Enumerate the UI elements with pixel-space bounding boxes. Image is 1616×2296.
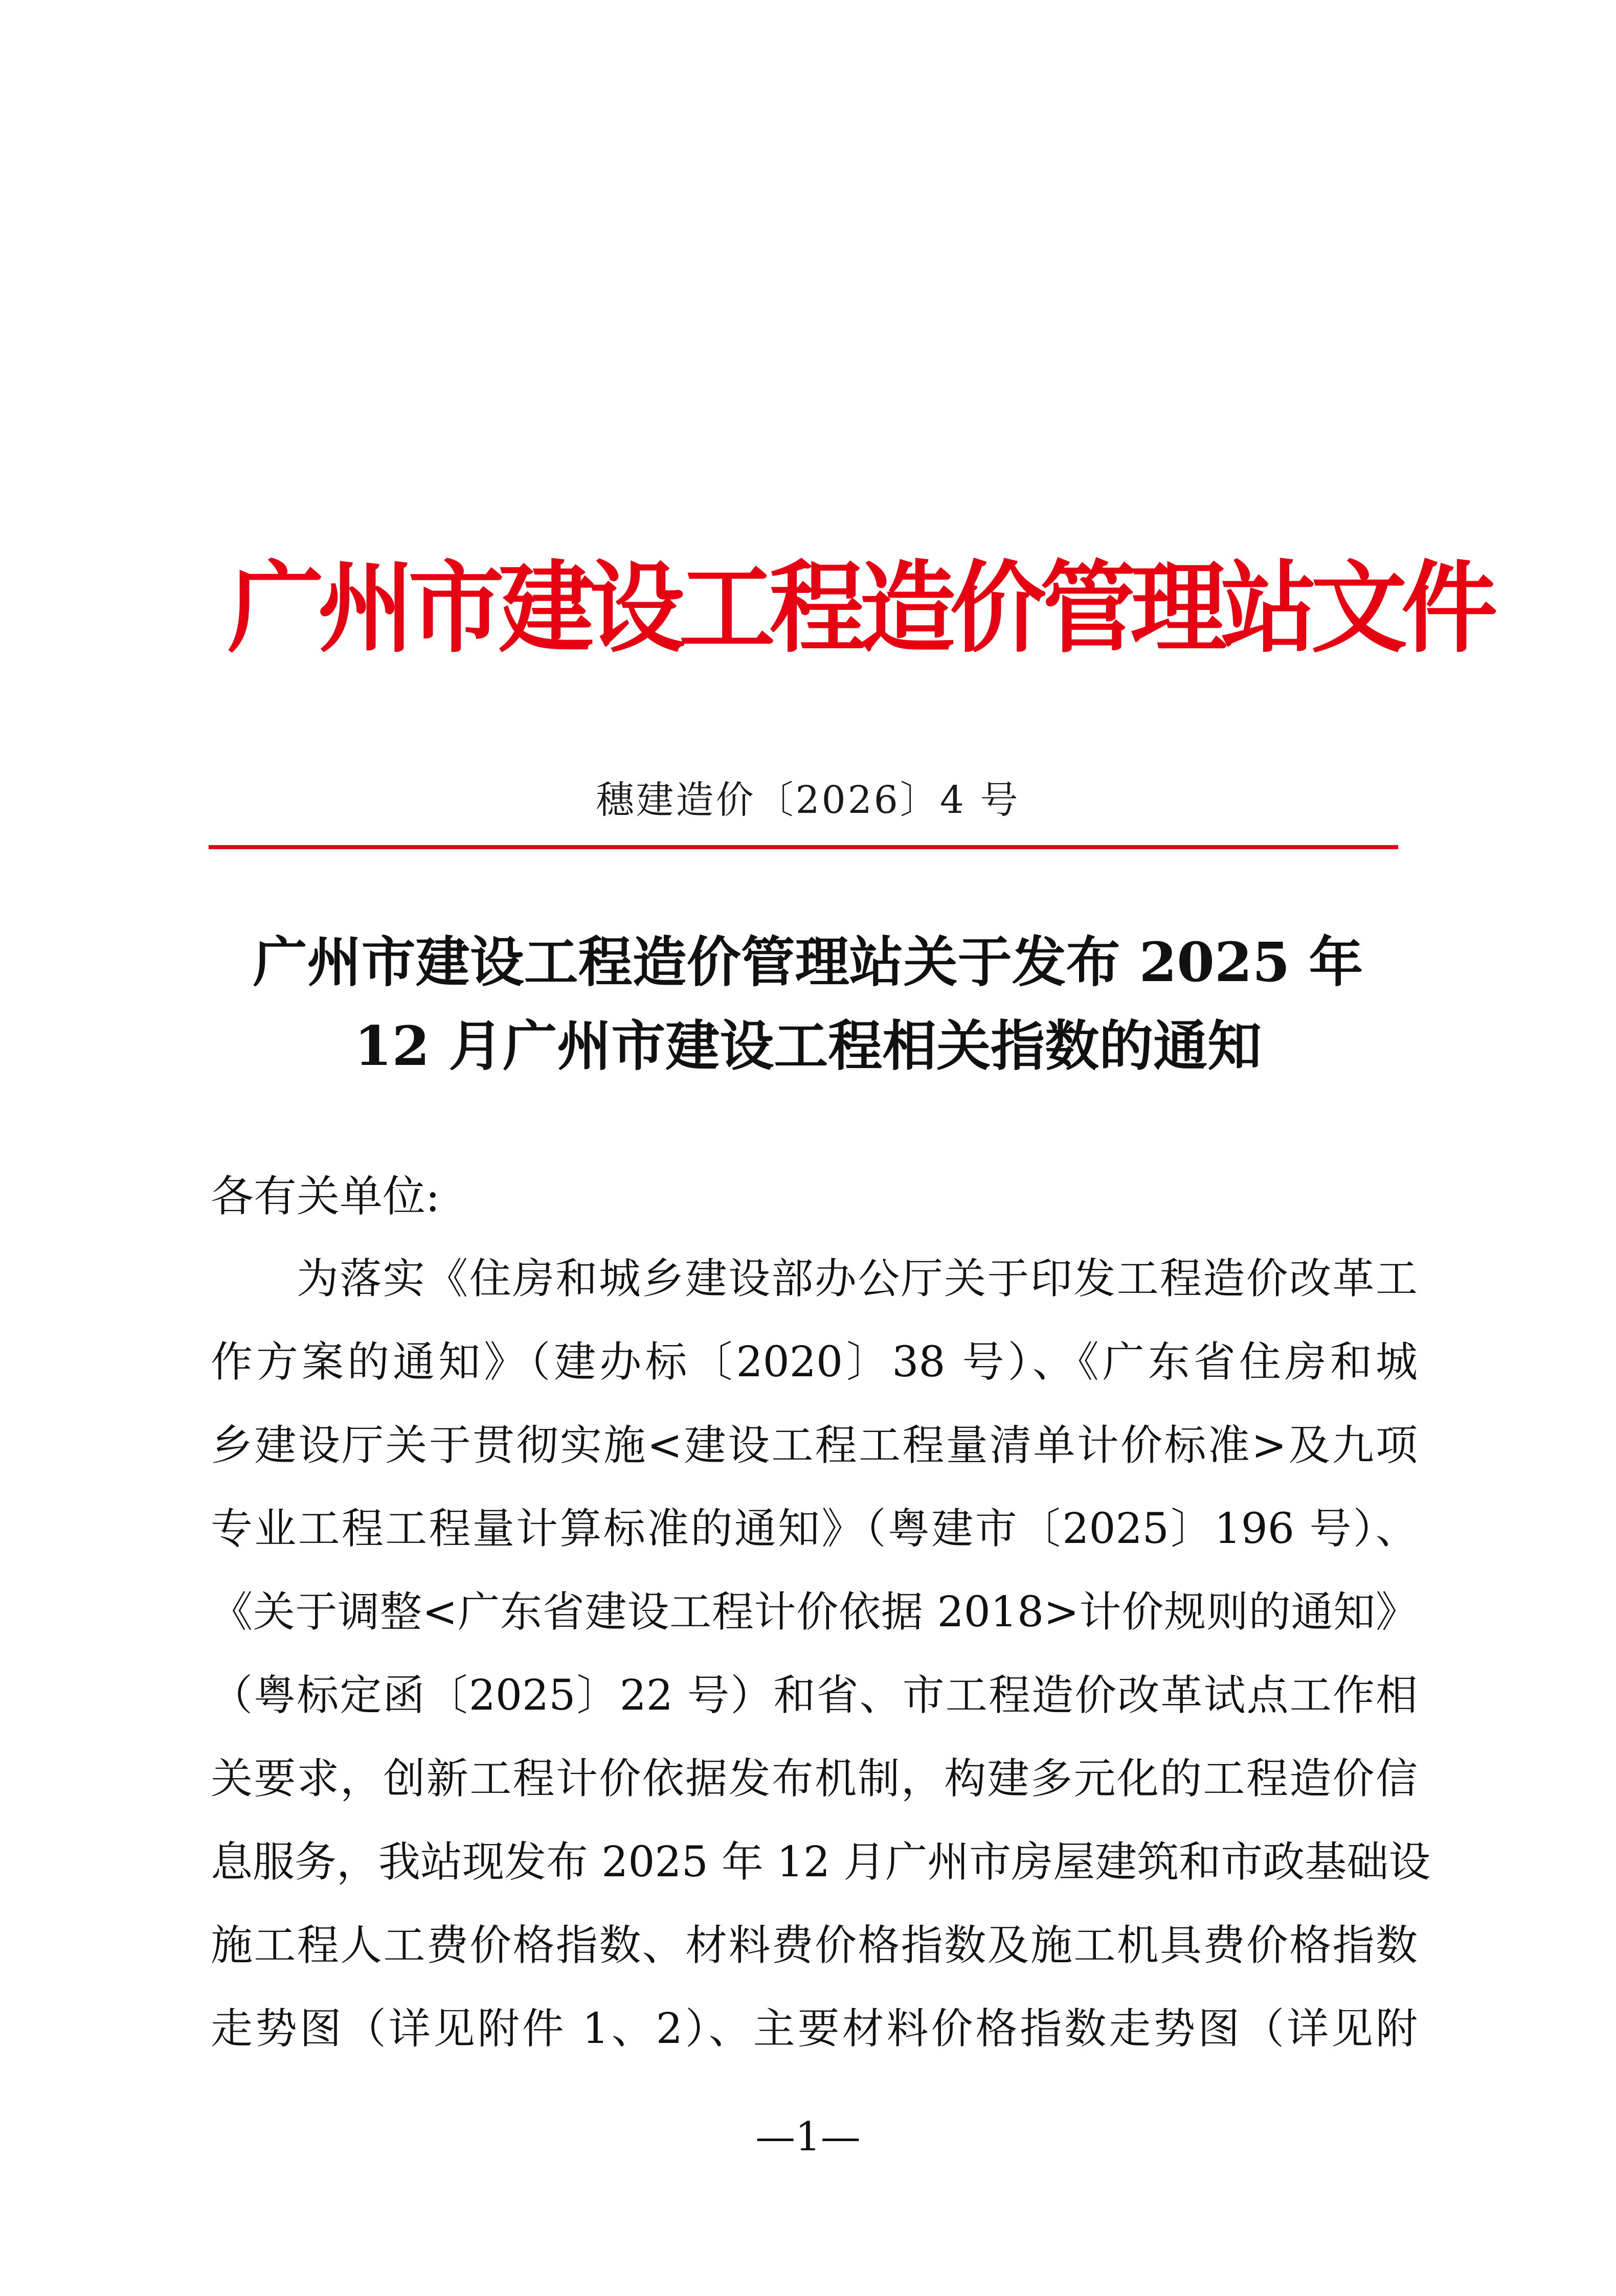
body-line: 息服务，我站现发布 2025 年 12 月广州市房屋建筑和市政基础设 (211, 1838, 1431, 1886)
body-line: 作方案的通知》（建办标〔2020〕38 号）、《广东省住房和城 (211, 1338, 1418, 1386)
salutation: 各有关单位: (211, 1171, 440, 1221)
page-number: —1— (755, 2114, 861, 2160)
body-line: 关要求，创新工程计价依据发布机制，构建多元化的工程造价信 (211, 1755, 1418, 1803)
masthead-title: 广州市建设工程造价管理站文件 (228, 551, 1492, 666)
body-line: 《关于调整<广东省建设工程计价依据 2018>计价规则的通知》 (211, 1588, 1418, 1636)
notice-title-line: 12 月广州市建设工程相关指数的通知 (354, 1014, 1262, 1078)
notice-body (211, 1237, 1431, 2071)
body-line: 走势图（详见附件 1、2）、主要材料价格指数走势图（详见附 (211, 2005, 1418, 2053)
notice-title (169, 920, 1447, 1088)
red-divider-line (209, 845, 1398, 849)
body-line: 专业工程工程量计算标准的通知》（粤建市〔2025〕196 号）、 (211, 1505, 1418, 1553)
document-number: 穗建造价〔2026〕4 号 (596, 778, 1020, 822)
notice-title-line: 广州市建设工程造价管理站关于发布 2025 年 (253, 930, 1363, 994)
body-line: 为落实《住房和城乡建设部办公厅关于印发工程造价改革工 (297, 1255, 1418, 1303)
body-line: 施工程人工费价格指数、材料费价格指数及施工机具费价格指数 (211, 1921, 1418, 1970)
body-line: （粤标定函〔2025〕22 号）和省、市工程造价改革试点工作相 (211, 1671, 1418, 1720)
body-line: 乡建设厅关于贯彻实施<建设工程工程量清单计价标准>及九项 (211, 1421, 1418, 1470)
